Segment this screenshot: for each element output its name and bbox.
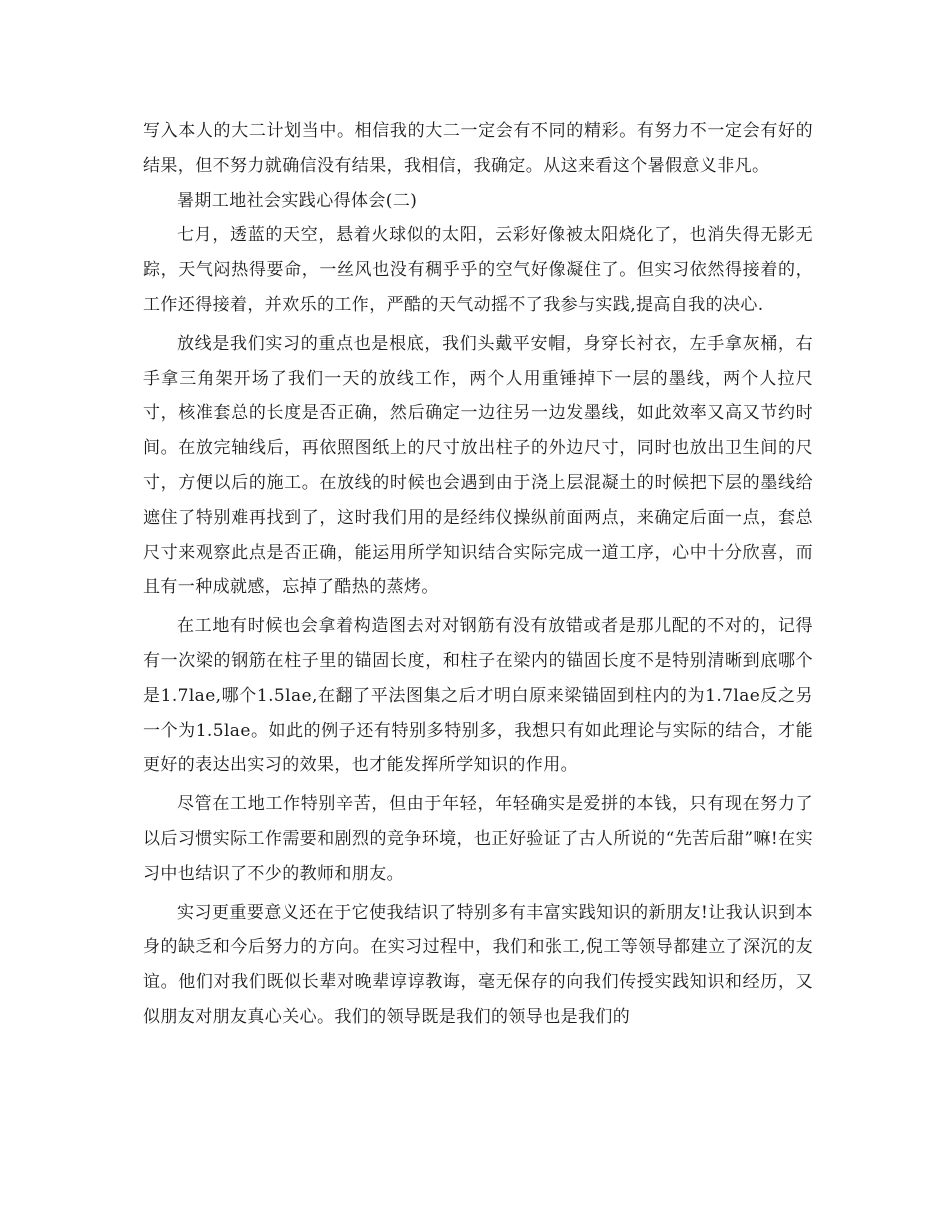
paragraph-rebar-anchorage: 在工地有时候也会拿着构造图去对对钢筋有没有放错或者是那儿配的不对的，记得有一次梁的钢筋在柱子里的锚固长度，和柱子在梁内的锚固长度不是特别清晰到底哪个是1.7lae,哪个1.5lae,在翻了平法图集之后才明白原来梁锚固到柱内的为1.7lae反之另一个为1.5lae。如此的例子还有特别多特别多，我想只有如此理论与实际的结合，才能更好的表达出实习的效果，也才能发挥所学知识的作用。: [143, 616, 813, 776]
paragraph-layout-lines: 放线是我们实习的重点也是根底，我们头戴平安帽，身穿长衬衣，左手拿灰桶，右手拿三角架开场了我们一天的放线工作，两个人用重锤掉下一层的墨线，两个人拉尺寸，核准套总的长度是否正确，然后确定一边往另一边发墨线，如此效率又高又节约时间。在放完轴线后，再依照图纸上的尺寸放出柱子的外边尺寸，同时也放出卫生间的尺寸，方便以后的施工。在放线的时候也会遇到由于浇上层混凝土的时候把下层的墨线给遮住了特别难再找到了，这时我们用的是经纬仪操纵前面两点，来确定后面一点，套总尺寸来观察此点是否正确，能运用所学知识结合实际完成一道工序，心中十分欣喜，而且有一种成就感，忘掉了酷热的蒸烤。: [143, 333, 813, 598]
section-title: 暑期工地社会实践心得体会(二): [177, 190, 418, 211]
paragraph-hard-work: 尽管在工地工作特别辛苦，但由于年轻，年轻确实是爱拼的本钱，只有现在努力了以后习惯实际工作需要和剧烈的竞争环境，也正好验证了古人所说的“先苦后甜”嘛!在实习中也结识了不少的教师和朋友。: [143, 794, 813, 884]
paragraph-july: 七月，透蓝的天空，悬着火球似的太阳，云彩好像被太阳烧化了，也消失得无影无踪，天气闷热得要命，一丝风也没有稠乎乎的空气好像凝住了。但实习依然得接着的，工作还得接着，并欢乐的工作，严酷的天气动摇不了我参与实践,提高自我的决心.: [143, 225, 813, 315]
paragraph-continuation: 写入本人的大二计划当中。相信我的大二一定会有不同的精彩。有努力不一定会有好的结果，但不努力就确信没有结果，我相信，我确定。从这来看这个暑假意义非凡。: [143, 121, 813, 176]
document-body: [143, 114, 813, 1035]
paragraph-friendship: 实习更重要意义还在于它使我结识了特别多有丰富实践知识的新朋友!让我认识到本身的缺乏和今后努力的方向。在实习过程中，我们和张工,倪工等领导都建立了深沉的友谊。他们对我们既似长辈对晚辈谆谆教诲，毫无保存的向我们传授实践知识和经历，又似朋友对朋友真心关心。我们的领导既是我们的领导也是我们的: [143, 902, 813, 1027]
